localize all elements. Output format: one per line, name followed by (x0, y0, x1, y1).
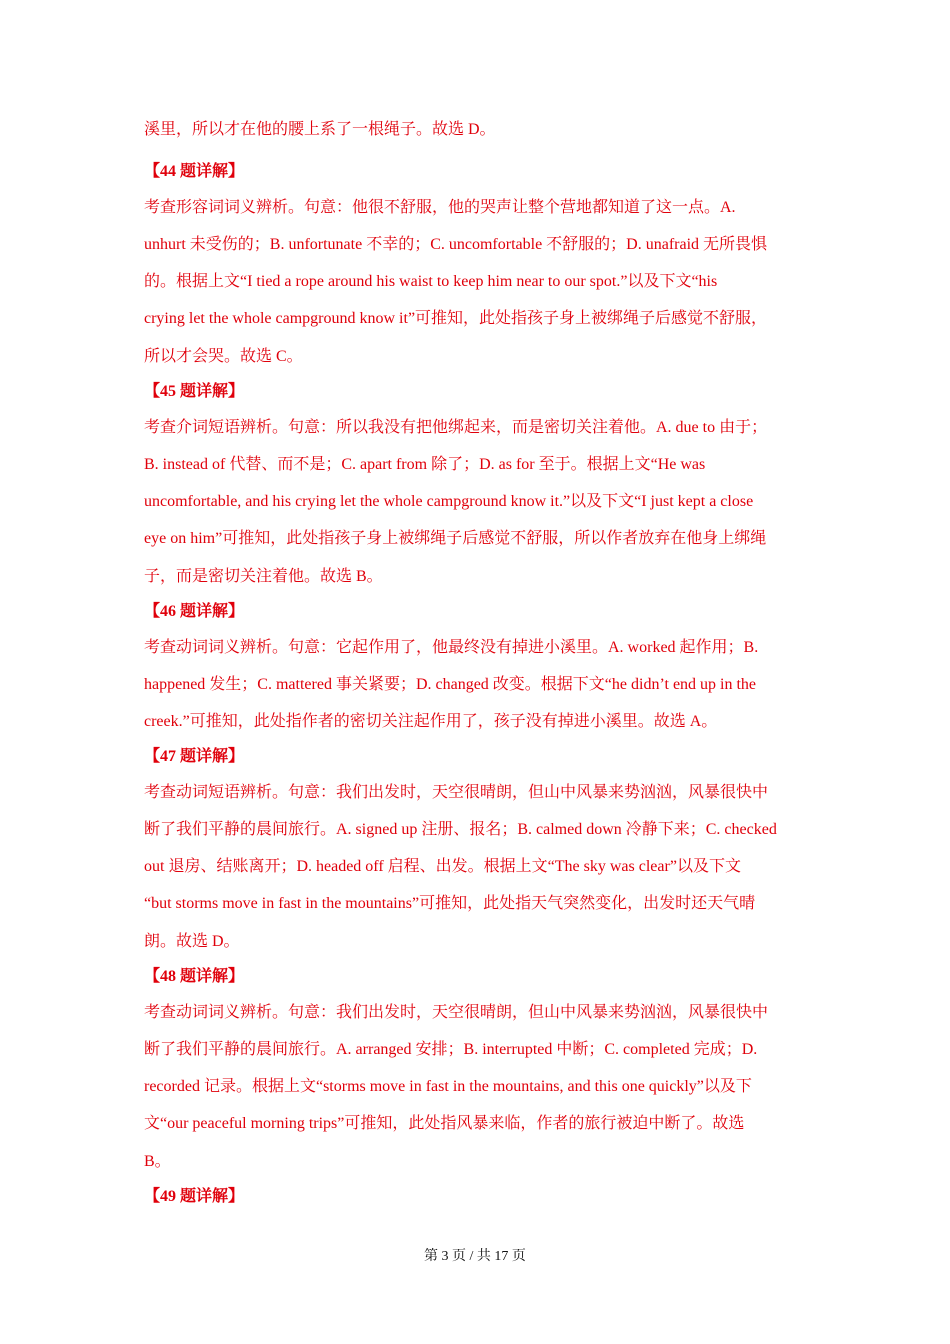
text-line: 考查动词词义辨析。句意：它起作用了，他最终没有掉进小溪里。A. worked 起作用；B. (144, 639, 759, 656)
text-line: 考查动词短语辨析。句意：我们出发时，天空很晴朗，但山中风暴来势汹汹，风暴很快中 (144, 784, 769, 801)
text-line: “but storms move in fast in the mountains”可推知，此处指天气突然变化，出发时还天气晴 (144, 895, 756, 912)
question-heading-49: 【49 题详解】 (144, 1188, 245, 1205)
text-line: creek.”可推知，此处指作者的密切关注起作用了，孩子没有掉进小溪里。故选 A。 (144, 713, 718, 730)
text-line: 文“our peaceful morning trips”可推知，此处指风暴来临，作者的旅行被迫中断了。故选 (144, 1115, 745, 1132)
text-line: eye on him”可推知，此处指孩子身上被绑绳子后感觉不舒服，所以作者放弃在他身上绑绳 (144, 530, 767, 547)
text-line: 朗。故选 D。 (144, 933, 240, 950)
text-line: recorded 记录。根据上文“storms move in fast in the mountains, and this one quickly”以及下 (144, 1078, 752, 1095)
text-line: crying let the whole campground know it”可推知，此处指孩子身上被绑绳子后感觉不舒服， (144, 310, 768, 327)
text-line: 溪里，所以才在他的腰上系了一根绳子。故选 D。 (144, 121, 496, 138)
text-line: 考查形容词词义辨析。句意：他很不舒服，他的哭声让整个营地都知道了这一点。A. (144, 199, 736, 216)
page-number-footer: 第 3 页 / 共 17 页 (424, 1249, 526, 1264)
text-line: 的。根据上文“I tied a rope around his waist to keep him near to our spot.”以及下文“his (144, 273, 718, 290)
text-line: 考查介词短语辨析。句意：所以我没有把他绑起来，而是密切关注着他。A. due to 由于； (144, 419, 768, 436)
question-heading-44: 【44 题详解】 (144, 163, 245, 180)
text-line: B。 (144, 1153, 171, 1170)
text-line: happened 发生；C. mattered 事关紧要；D. changed 改变。根据下文“he didn’t end up in the (144, 676, 757, 693)
text-line: 断了我们平静的晨间旅行。A. arranged 安排；B. interrupted 中断；C. completed 完成；D. (144, 1041, 758, 1058)
question-heading-45: 【45 题详解】 (144, 383, 245, 400)
text-line: B. instead of 代替、而不是；C. apart from 除了；D. as for 至于。根据上文“He was (144, 456, 706, 473)
text-line: uncomfortable, and his crying let the whole campground know it.”以及下文“I just kept a close (144, 493, 754, 510)
question-heading-46: 【46 题详解】 (144, 603, 245, 620)
text-line: unhurt 未受伤的；B. unfortunate 不幸的；C. uncomfortable 不舒服的；D. unafraid 无所畏惧 (144, 236, 768, 253)
question-heading-47: 【47 题详解】 (144, 748, 245, 765)
text-line: out 退房、结账离开；D. headed off 启程、出发。根据上文“The sky was clear”以及下文 (144, 858, 741, 875)
text-line: 所以才会哭。故选 C。 (144, 348, 303, 365)
text-line: 考查动词词义辨析。句意：我们出发时，天空很晴朗，但山中风暴来势汹汹，风暴很快中 (144, 1004, 769, 1021)
text-line: 子，而是密切关注着他。故选 B。 (144, 568, 383, 585)
text-line: 断了我们平静的晨间旅行。A. signed up 注册、报名；B. calmed down 冷静下来；C. checked (144, 821, 777, 838)
question-heading-48: 【48 题详解】 (144, 968, 245, 985)
